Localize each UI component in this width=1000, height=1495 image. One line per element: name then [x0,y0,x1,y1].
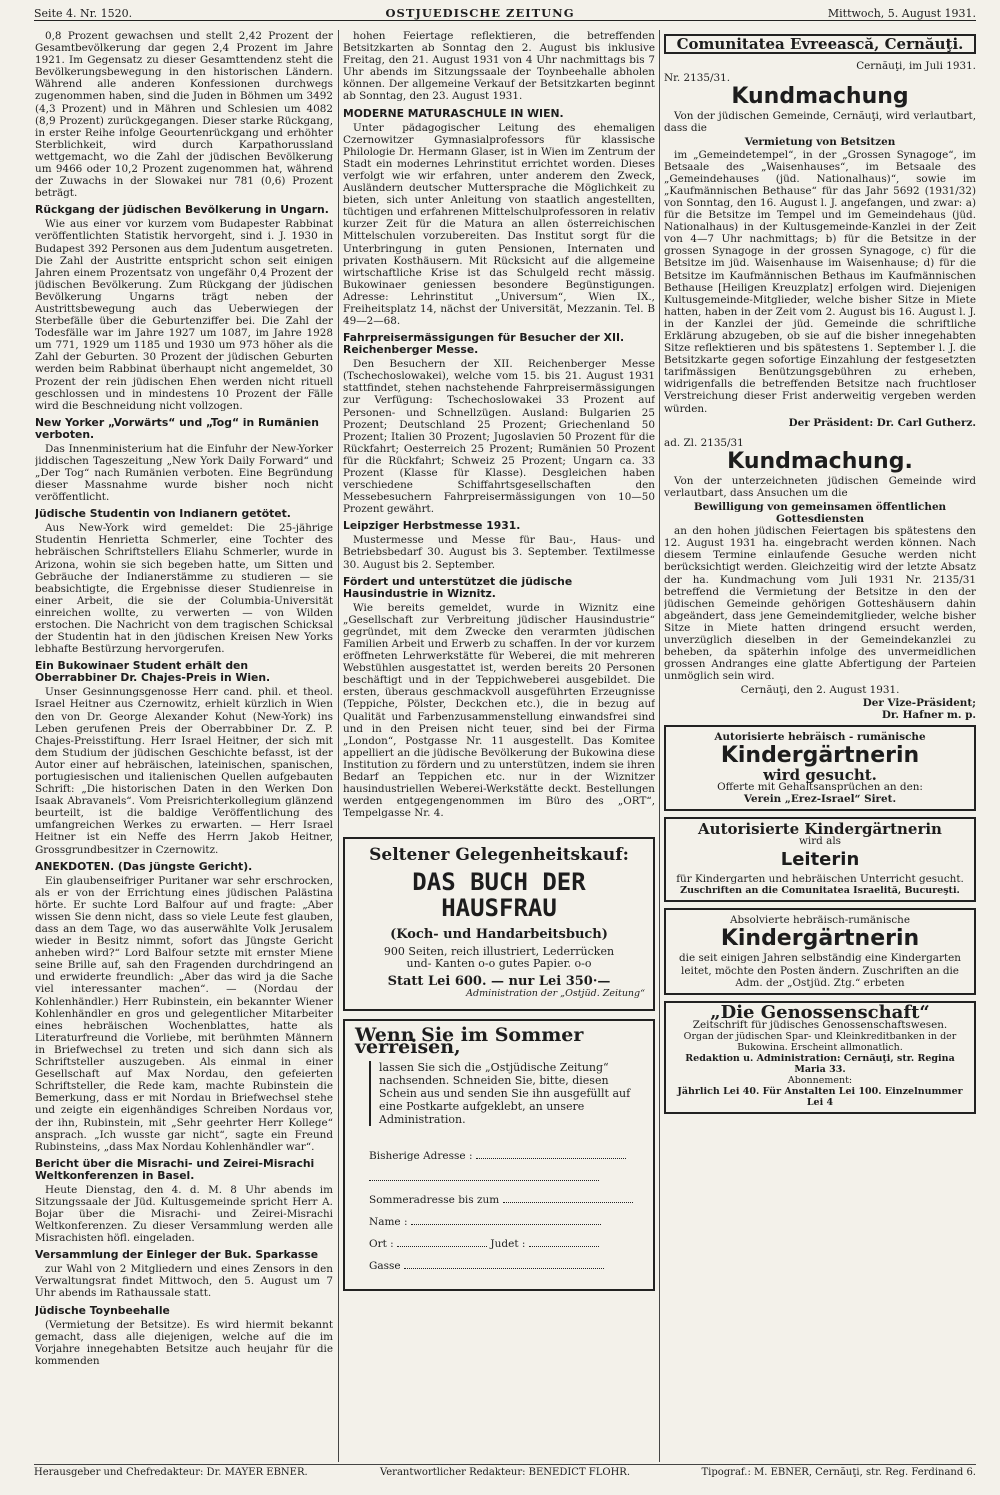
publisher-line: Herausgeber und Chefredakteur: Dr. MAYER EBNER. [34,1467,308,1478]
column-rule [338,30,339,1462]
article: Leipziger Herbstmesse 1931. Mustermesse und Messe für Bau-, Haus- und Betriebsbedarf 30. August bis 3. September. Textilmesse 30. August bis 2. September. [343,519,655,571]
column-3 [664,30,976,1462]
notice-seat-rental: Comunitatea Evreească, Cernăuţi. Cernăuţi, im Juli 1931. Nr. 2135/31. Kundmachung Von der jüdischen Gemeinde, Cernăuţi, wird verlautbart, dass die Vermietung von Betsitzen im „Gemeindetempel“, in der „Grossen Synagoge“, im Betsaale des „Waisenhauses“, im Betsaale des „Gemeindehauses (jüd. Nationalhaus)“, sowie im „Kaufmännischen Bethause“ für das Jahr 5692 (1931/32) von Sonntag, den 16. August l. J. angefangen, und zwar: a) für die Betsitze im Tempel und im Gemeindehaus (jüd. Nationalhaus) in der Kultusgemeinde-Kanzlei in der Zeit von 4—7 Uhr nachmittags; b) für die Betsitze in der grossen Synagoge in der grossen Synagoge, c) für die Betsitze im jüd. Waisenhause im Waisenhause; d) für die Betsitze im Kaufmännischen Bethaus im Kaufmännischen Bethause [Heiligen Kreuzplatz] erfolgen wird. Diejenigen Kultusgemeinde-Mitglieder, welche bisher Sitze in Miete hatten, haben in der Zeit vom 2. August bis 16. August l. J. in der Kanzlei der jüd. Gemeinde die schriftliche Erklärung abzugeben, ob sie auf die bisher innegehabten Sitze reflektieren und bis spätestens 1. September l. J. die Betsitzkarte gegen sofortige Einzahlung der festgesetzten tarifmässigen Benützungsgebühren zu erheben, widrigenfalls die betreffenden Betsitze nach fruchtloser Verstreichung dieser Frist anderweitig vergeben werden würden. Der Präsident: Dr. Carl Gutherz. [664,35,976,429]
article: MODERNE MATURASCHULE IN WIEN. Unter pädagogischer Leitung des ehemaligen Czernowitzer Gymnasialprofessors für klassische Philologie Dr. Hermann Glaser, ist in Wien im Zentrum der Stadt ein modernes Lehrinstitut errichtet worden. Dieses verfolgt wie wir erfahren, unter anderem den Zweck, Ausländern deutscher Muttersprache die Möglichkeit zu bieten, sich unter Anleitung von staatlich angestellten, tüchtigen und erfahrenen Mittelschulprofessoren in relativ kurzer Zeit für die Matura an allen österreichischen Mittelschulen vorzubereiten. Das Institut sorgt für die Unterbringung in guten Pensionen, Internaten und privaten Kosthäusern. Mit Rücksicht auf die allgemeine wirtschaftliche Krise ist das Schulgeld recht mässig. Bukowinaer geniessen besondere Begünstigungen. Adresse: Lehrinstitut „Universum“, Wien IX., Freiheitsplatz 14, nächst der Universität, Mezzanin. Tel. B 49—2—68. [343,106,655,328]
article: New Yorker „Vorwärts“ und „Tog“ in Rumänien verboten. Das Innenministerium hat die Einfuhr der New-Yorker jiddischen Tageszeitung „New York Daily Forward“ und „Der Tog“ nach Rumänien verboten. Eine Begründung dieser Massnahme wurde bisher noch nicht veröffentlicht. [35,415,333,504]
article: Fahrpreisermässigungen für Besucher der XII. Reichenberger Messe. Den Besuchern der XII. Reichenberger Messe (Tschechoslowakei), welche vom 15. bis 21. August 1931 stattfindet, stehen nachstehende Fahrpreisermässigungen zur Verfügung: Tschechoslowakei 33 Prozent auf Personen- und Schnellzügen. Ausland: Bulgarien 25 Prozent; Deutschland 25 Prozent; Griechenland 50 Prozent; Italien 30 Prozent; Jugoslavien 50 Prozent für die Rückfahrt; Oesterreich 25 Prozent; Rumänien 50 Prozent für die Rückfahrt; Schweiz 25 Prozent; Ungarn ca. 33 Prozent (Klasse für Klasse). Desgleichen haben verschiedene Schiffahrtsgesellschaften den Messebesuchern Fahrpreisermässigungen von 10—50 Prozent gewährt. [343,331,655,516]
column-1 [35,30,333,1462]
ad-genossenschaft: „Die Genossenschaft“ Zeitschrift für jüdisches Genossenschaftswesen. Organ der jüdischen Spar- und Kleinkreditbanken in der Bukowina. Erscheint allmonatlich. Redaktion u. Administration: Cernăuţi, str. Regina Maria 33. Abonnement: Jährlich Lei 40. Für Anstalten Lei 100. Einzelnummer Lei 4 [664,1001,976,1114]
previous-address-field [476,1148,626,1159]
article: Jüdische Toynbeehalle (Vermietung der Betsitze). Es wird hiermit bekannt gemacht, dass alle diejenigen, welche auf die im Vorjahre innegehabten Betsitze auch heujahr für die kommenden [35,1303,333,1367]
article: ANEKDOTEN. (Das jüngste Gericht). Ein glaubenseifriger Puritaner war sehr erschrocken, als er von der Errichtung eines jüdischen Palästina hörte. Er suchte Lord Balfour auf und fragte: „Aber wissen Sie denn nicht, dass so viele Leute fest glauben, dass an dem Tage, wo das auserwählte Volk Jerusalem wieder in Besitz nimmt, sofort das Jüngste Gericht anheben wird?“ Lord Balfour setzte mit ernster Miene seine Brille auf, sah den Fragenden durchdringend an und erwiderte freundlich: „Aber das wird ja die Sache viel interessanter machen“. — (Nordau der Kohlenhändler.) Herr Rubinstein, ein bekannter Wiener Kohlenhändler en gros und gelegentlicher Mitarbeiter eines hebräischen Wochenblattes, hatte als Literaturfreund die Vorliebe, mit berühmten Männern in Briefwechsel zu treten und sich dann sich als Schriftsteller auszugeben. Als einmal in einer Gesellschaft auf Max Nordau, den gefeierten Schriftsteller, die Rede kam, machte Rubinstein die Bemerkung, dass er mit Nordau in Briefwechsel stehe und zeigte ein eigenhändiges Schreiben Nordaus vor, der ihn, Rubinstein, mit „Sehr geehrter Herr Kollege“ ansprach. „Ich wusste gar nicht“, sagte ein Freund Rubinsteins, „dass Max Nordau Kohlenhändler war“. [35,859,333,1153]
article: Jüdische Studentin von Indianern getötet. Aus New-York wird gemeldet: Die 25-jährige Studentin Henrietta Schmerler, eine Tochter des hebräischen Schriftstellers Eliahu Schmerler, wurde in Arizona, wohin sie sich begeben hatte, um Sitten und Gebräuche der Indianerstämme zu studieren — sie beabsichtigte, die Ergebnisse dieser Studienreise in einer Arbeit, die sie der Columbia-Universität einreichen wollte, zu verwerten — von Wilden erstochen. Die Nachricht von dem tragischen Schicksal der Studentin hat in den jüdischen Kreisen New Yorks lebhafte Bestürzung hervorgerufen. [35,507,333,656]
ad-summer-forwarding: Wenn Sie im Sommer verreisen, lassen Sie sich die „Ostjüdische Zeitung“ nachsenden. Schneiden Sie, bitte, diesen Schein aus und senden Sie ihn ausgefüllt auf eine Postkarte aufgeklebt, an unsere Administration. Bisherige Adresse : Sommeradresse bis zum Name : Ort : Judet : Gasse [343,1019,655,1291]
town-field [397,1236,487,1247]
masthead-title: OSTJUEDISCHE ZEITUNG [385,6,575,20]
ad-kindergarten-siret: Autorisierte hebräisch - rumänische Kindergärtnerin wird gesucht. Offerte mit Gehaltsansprüchen an den: Verein „Erez-Israel“ Siret. [664,725,976,811]
notice-services: ad. Zl. 2135/31 Kundmachung. Von der unterzeichneten jüdischen Gemeinde wird verlautbart, dass Ansuchen um die Bewilligung von gemeinsamen öffentlichen Gottesdiensten an den hohen jüdischen Feiertagen bis spätestens den 12. August 1931 ha. eingebracht werden können. Nach diesem Termine einlaufende Gesuche werden nicht berücksichtigt werden. Gleichzeitig wird der letzte Absatz der ha. Kundmachung vom Juli 1931 Nr. 2135/31 betreffend die Vermietung der Betsitze in den der jüdischen Gemeinde gehörigen Gotteshäusern dahin abgeändert, dass jene Gemeindemitglieder, welche bisher Sitze in Miete hatten dringend ersucht werden, unverzüglich dieselben in der Gemeindekanzlei zu beheben, da späterhin infolge des unvermeidlichen grossen Andranges eine glatte Abfertigung der Parteien unmöglich sein wird. Cernăuţi, den 2. August 1931. Der Vize-Präsident; Dr. Hafner m. p. [664,436,976,721]
ad-hausfrau-book: Seltener Gelegenheitskauf: DAS BUCH DER HAUSFRAU (Koch- und Handarbeitsbuch) 900 Seiten, reich illustriert, Lederrücken und- Kanten o-o gutes Papier. o-o Statt Lei 600. — nur Lei 350·— Administration der „Ostjüd. Zeitung“ [343,837,655,1010]
article: Versammlung der Einleger der Buk. Sparkasse zur Wahl von 2 Mitgliedern und eines Zensors in den Verwaltungsrat findet Mittwoch, den 5. August um 7 Uhr abends im Rathaussale statt. [35,1248,333,1300]
summer-address-field [503,1192,633,1203]
article: 0,8 Prozent gewachsen und stellt 2,42 Prozent der Gesamtbevölkerung dar gegen 2,4 Prozent im Jahre 1921. Im Gegensatz zu dieser Gesamttendenz steht die Bevölkerungsbewegung in den historischen Ländern. Während alle anderen Konfessionen durchwegs zugenommen haben, sind die Juden in Böhmen um 3492 (4,3 Prozent) und in Mähren und Schlesien um 4082 (8,9 Prozent) zurückgegangen. Dieser starke Rückgang, in erster Reihe infolge Geourtenrückgang und erhöhter Sterblichkeit, wird durch Karpathorussland wettgemacht, wo die Zahl der jüdischen Bevölkerung um 9466 oder 10,2 Prozent zugenommen hat, während der Zuwachs in der Slowakei nur 781 (0,6) Prozent beträgt. [35,30,333,200]
column-rule [659,30,660,1462]
article: Ein Bukowinaer Student erhält den Oberrabbiner Dr. Chajes-Preis in Wien. Unser Gesinnungsgenosse Herr cand. phil. et theol. Israel Heitner aus Czernowitz, erhielt kürzlich in Wien den von Dr. George Alexander Kohut (New-York) ins Leben gerufenen Preis der Oberrabbiner Dr. Z. P. Chajes-Preisstiftung. Herr Israel Heitner, der sich mit dem Studium der jüdischen Geschichte befasst, ist der Autor einer auf hebräischen, lateinischen, spanischen, portugiesischen und italienischen Quellen aufgebauten Schrift: „Die historischen Daten in den Werken Don Isaak Abravanels“. Vom Preisrichterkollegium glänzend beurteilt, ist die baldige Veröffentlichung des umfangreichen Werkes zu erwarten. — Herr Israel Heitner ist ein Neffe des Herrn Jakob Heitner, Grossgrundbesitzer in Czernowitz. [35,659,333,856]
name-field [411,1214,601,1225]
page-number: Seite 4. Nr. 1520. [34,7,133,20]
article: Bericht über die Misrachi- und Zeirei-Misrachi Weltkonferenzen in Basel. Heute Dienstag, den 4. d. M. 8 Uhr abends im Sitzungssaale der Jüd. Kultusgemeinde spricht Herr A. Bojar über die Misrachi- und Zeirei-Misrachi Weltkonferenzen. Zu dieser Versammlung werden alle Misrachisten höfl. eingeladen. [35,1156,333,1245]
county-field [529,1236,599,1247]
address-form: Bisherige Adresse : Sommeradresse bis zum Name : Ort : Judet : Gasse [369,1148,643,1273]
ad-kindergarten-leader: Autorisierte Kindergärtnerin wird als Leiterin für Kindergarten und hebräischen Unterricht gesucht. Zuschriften an die Comunitatea Israelită, Bucureşti. [664,817,976,902]
article: hohen Feiertage reflektieren, die betreffenden Betsitzkarten ab Sonntag den 2. August bis inklusive Freitag, den 21. August 1931 von 4 Uhr nachmittags bis 7 Uhr abends im Sitzungssaale der Toynbeehalle abholen können. Der allgemeine Verkauf der Betsitzkarten beginnt ab Sonntag, den 23. August 1931. [343,30,655,103]
page-header [34,2,976,21]
article: Rückgang der jüdischen Bevölkerung in Ungarn. Wie aus einer vor kurzem vom Budapester Rabbinat veröffentlichten Statistik hervorgeht, sind i. J. 1930 in Budapest 392 Personen aus dem Judentum ausgetreten. Die Zahl der Austritte entspricht schon seit einigen Jahren einem Prozentsatz von ungefähr 0,4 Prozent der jüdischen Bevölkerung. Zum Rückgang der jüdischen Bevölkerung Ungarns trägt neben der Austrittsbewegung auch das Ueberwiegen der Sterbefälle über die Geburtenziffer bei. Die Zahl der Todesfälle war im Jahre 1927 um 1087, im Jahre 1928 um 771, 1929 um 1185 und 1930 um 973 höher als die Zahl der Geburten. 30 Prozent der jüdischen Geburten werden beim Rabbinat überhaupt nicht angemeldet, 30 Prozent der rein jüdischen Ehen werden nicht rituell geschlossen und in mindestens 10 Prozent der Fälle wird die Beschneidung nicht vollzogen. [35,203,333,412]
page-footer [34,1464,976,1483]
editor-line: Verantwortlicher Redakteur: BENEDICT FLOHR. [379,1467,631,1478]
column-2 [343,30,655,1462]
ad-kindergarten-seeking: Absolvierte hebräisch-rumänische Kindergärtnerin die seit einigen Jahren selbständig eine Kindergarten leitet, möchte den Posten ändern. Zuschriften an die Adm. der „Ostjüd. Ztg.“ erbeten [664,908,976,994]
printer-line: Tipograf.: M. EBNER, Cernăuţi, str. Reg. Ferdinand 6. [701,1467,976,1478]
article: Fördert und unterstützet die jüdische Hausindustrie in Wiznitz. Wie bereits gemeldet, wurde in Wiznitz eine „Gesellschaft zur Verbreitung jüdischer Hausindustrie“ gegründet, mit dem Zwecke den verarmten jüdischen Familien Arbeit und Erwerb zu schaffen. In der vor kurzem eröffneten Lehrwerkstätte für Weberei, die mit mehreren Webstühlen ausgestattet ist, werden bereits 20 Personen beschäftigt und in der Teppichweberei ausgebildet. Die ersten, überaus geschmackvoll ausgeführten Erzeugnisse (Teppiche, Pölster, Deckchen etc.), die in bezug auf Qualität und Farbenzusammenstellung einwandsfrei sind und in den Preisen nicht teuer, sind bei der Firma „London“, Postgasse Nr. 11 ausgestellt. Das Komitee appelliert an die jüdische Bevölkerung der Bukowina diese Institution zu fördern und zu unterstützen, indem sie ihren Bedarf an Teppichen etc. nur in der Wiznitzer hausindustriellen Weberei-Werkstätte deckt. Bestellungen werden entgegengenommen im Büro des „ORT“, Tempelgasse Nr. 4. [343,574,655,820]
street-field [404,1258,604,1269]
issue-date: Mittwoch, 5. August 1931. [827,7,976,20]
